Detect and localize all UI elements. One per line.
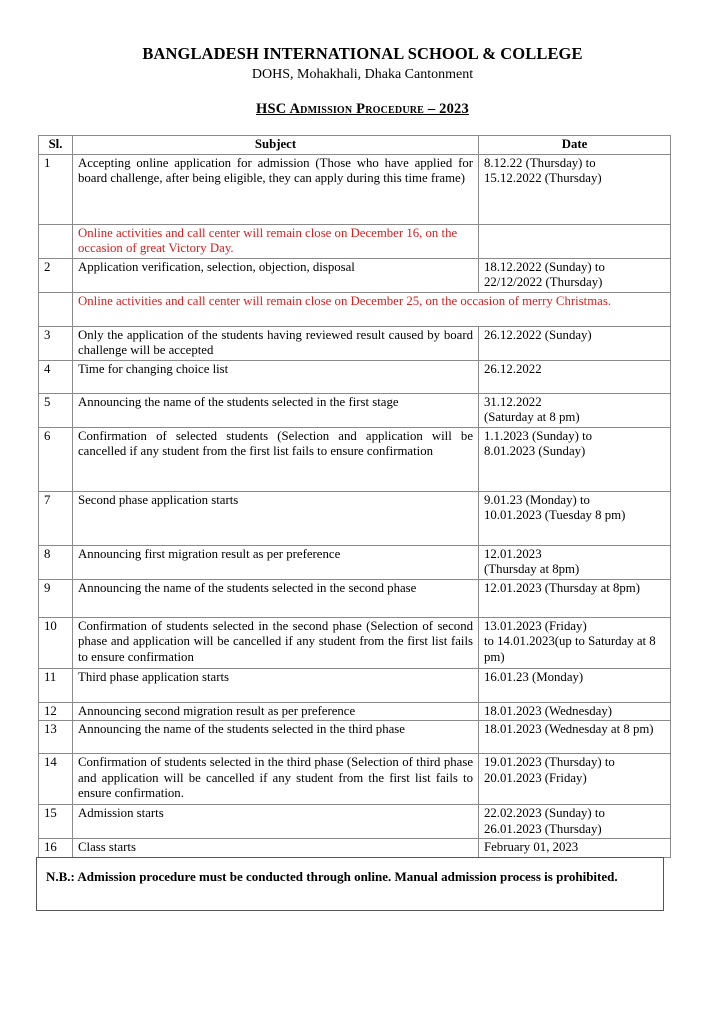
table-row bbox=[39, 360, 671, 393]
date-line: 31.12.2022 bbox=[484, 394, 542, 409]
date-line: 8.12.22 (Thursday) to bbox=[484, 155, 596, 170]
subject-cell: Confirmation of selected students (Selection and application will be cancelled if any student from the first list fails to ensure confirmation bbox=[73, 427, 479, 491]
subject-cell: Time for changing choice list bbox=[73, 360, 479, 393]
table-row bbox=[39, 617, 671, 668]
date-line: 13.01.2023 (Friday) bbox=[484, 618, 587, 633]
serial-number: 13 bbox=[39, 721, 73, 754]
date-line: 22.02.2023 (Sunday) to bbox=[484, 806, 605, 820]
subject-cell: Admission starts bbox=[73, 805, 479, 839]
notice-sl-cell bbox=[39, 224, 73, 258]
date-cell bbox=[479, 839, 671, 858]
serial-number: 1 bbox=[39, 154, 73, 224]
table-row bbox=[39, 702, 671, 721]
date-line: 18.01.2023 (Wednesday) bbox=[484, 703, 612, 718]
subject-cell: Confirmation of students selected in the third phase (Selection of third phase and application will be cancelled if any student from the first list fails to ensure confirmation. bbox=[73, 754, 479, 805]
serial-number: 11 bbox=[39, 668, 73, 702]
school-address: DOHS, Mohakhali, Dhaka Cantonment bbox=[251, 67, 474, 82]
serial-number: 6 bbox=[39, 427, 73, 491]
date-cell bbox=[479, 721, 671, 754]
closure-notice: Online activities and call center will remain close on December 16, on the occasion of great Victory Day. bbox=[73, 224, 479, 258]
date-line: 12.01.2023 (Thursday at 8pm) bbox=[484, 580, 641, 595]
notice-date-cell bbox=[479, 224, 671, 258]
table-row bbox=[39, 154, 671, 224]
subject-cell: Second phase application starts bbox=[73, 491, 479, 545]
date-line: 10.01.2023 (Tuesday 8 pm) bbox=[484, 508, 626, 522]
subject-cell: Announcing the name of the students selected in the first stage bbox=[73, 393, 479, 427]
date-cell bbox=[479, 702, 671, 721]
serial-number: 7 bbox=[39, 491, 73, 545]
subject-cell: Third phase application starts bbox=[73, 668, 479, 702]
subject-cell: Application verification, selection, objection, disposal bbox=[73, 258, 479, 292]
subject-cell: Announcing first migration result as per preference bbox=[73, 545, 479, 579]
subject-cell: Announcing the name of the students selected in the third phase bbox=[73, 721, 479, 754]
date-cell bbox=[479, 326, 671, 360]
date-cell bbox=[479, 393, 671, 427]
date-line: 26.12.2022 bbox=[484, 361, 542, 376]
notice-row bbox=[39, 292, 671, 326]
date-line: 16.01.23 (Monday) bbox=[484, 669, 584, 684]
table-row bbox=[39, 721, 671, 754]
date-cell bbox=[479, 258, 671, 292]
date-line: 19.01.2023 (Thursday) to bbox=[484, 755, 615, 769]
date-line: 22/12/2022 (Thursday) bbox=[484, 275, 603, 289]
school-name: BANGLADESH INTERNATIONAL SCHOOL & COLLEGE bbox=[142, 44, 583, 63]
serial-number: 2 bbox=[39, 258, 73, 292]
date-line: to 14.01.2023(up to Saturday at 8 pm) bbox=[484, 634, 656, 664]
date-cell bbox=[479, 579, 671, 617]
date-line: 26.12.2022 (Sunday) bbox=[484, 327, 592, 342]
subject-cell: Accepting online application for admission (Those who have applied for board challenge, after being eligible, they can apply during this time frame) bbox=[73, 154, 479, 224]
serial-number: 16 bbox=[39, 839, 73, 858]
serial-number: 3 bbox=[39, 326, 73, 360]
date-cell bbox=[479, 360, 671, 393]
admission-schedule-table bbox=[38, 135, 671, 858]
table-row bbox=[39, 326, 671, 360]
date-line: 26.01.2023 (Thursday) bbox=[484, 821, 602, 836]
date-line: 12.01.2023 bbox=[484, 546, 542, 561]
table-row bbox=[39, 491, 671, 545]
serial-number: 10 bbox=[39, 617, 73, 668]
serial-number: 9 bbox=[39, 579, 73, 617]
date-line: 15.12.2022 (Thursday) bbox=[484, 171, 602, 185]
document-title: HSC Admission Procedure – 2023 bbox=[256, 101, 469, 117]
header-subject: Subject bbox=[73, 136, 479, 155]
date-line: (Saturday at 8 pm) bbox=[484, 410, 580, 424]
table-row bbox=[39, 545, 671, 579]
closure-notice: Online activities and call center will remain close on December 25, on the occasion of merry Christmas. bbox=[73, 292, 671, 326]
date-line: February 01, 2023 bbox=[484, 840, 579, 854]
subject-cell: Class starts bbox=[73, 839, 479, 858]
serial-number: 5 bbox=[39, 393, 73, 427]
subject-cell: Announcing the name of the students selected in the second phase bbox=[73, 579, 479, 617]
notice-row bbox=[39, 224, 671, 258]
date-cell bbox=[479, 154, 671, 224]
header-date: Date bbox=[479, 136, 671, 155]
date-line: 18.01.2023 (Wednesday at 8 pm) bbox=[484, 722, 654, 736]
table-row bbox=[39, 258, 671, 292]
nb-notice: N.B.: Admission procedure must be conducted through online. Manual admission process is prohibited. bbox=[36, 857, 664, 911]
date-cell bbox=[479, 545, 671, 579]
table-row bbox=[39, 427, 671, 491]
serial-number: 15 bbox=[39, 805, 73, 839]
date-cell bbox=[479, 668, 671, 702]
date-cell bbox=[479, 427, 671, 491]
serial-number: 14 bbox=[39, 754, 73, 805]
date-cell bbox=[479, 617, 671, 668]
date-cell bbox=[479, 805, 671, 839]
notice-sl-cell bbox=[39, 292, 73, 326]
date-line: (Thursday at 8pm) bbox=[484, 562, 580, 576]
table-row bbox=[39, 839, 671, 858]
table-header-row bbox=[39, 136, 671, 155]
date-line: 8.01.2023 (Sunday) bbox=[484, 444, 586, 458]
table-body bbox=[39, 154, 671, 857]
subject-cell: Confirmation of students selected in the second phase (Selection of second phase and application will be cancelled if any student from the first list fails to ensure confirmation bbox=[73, 617, 479, 668]
date-cell bbox=[479, 754, 671, 805]
header-sl: Sl. bbox=[39, 136, 73, 155]
date-line: 1.1.2023 (Sunday) to bbox=[484, 428, 593, 443]
table-row bbox=[39, 668, 671, 702]
date-line: 9.01.23 (Monday) to bbox=[484, 492, 590, 507]
table-row bbox=[39, 393, 671, 427]
serial-number: 4 bbox=[39, 360, 73, 393]
table-row bbox=[39, 805, 671, 839]
serial-number: 12 bbox=[39, 702, 73, 721]
date-line: 18.12.2022 (Sunday) to bbox=[484, 259, 605, 274]
subject-cell: Only the application of the students having reviewed result caused by board challenge will be accepted bbox=[73, 326, 479, 360]
table-row bbox=[39, 579, 671, 617]
date-cell bbox=[479, 491, 671, 545]
serial-number: 8 bbox=[39, 545, 73, 579]
date-line: 20.01.2023 (Friday) bbox=[484, 770, 587, 785]
subject-cell: Announcing second migration result as per preference bbox=[73, 702, 479, 721]
table-row bbox=[39, 754, 671, 805]
